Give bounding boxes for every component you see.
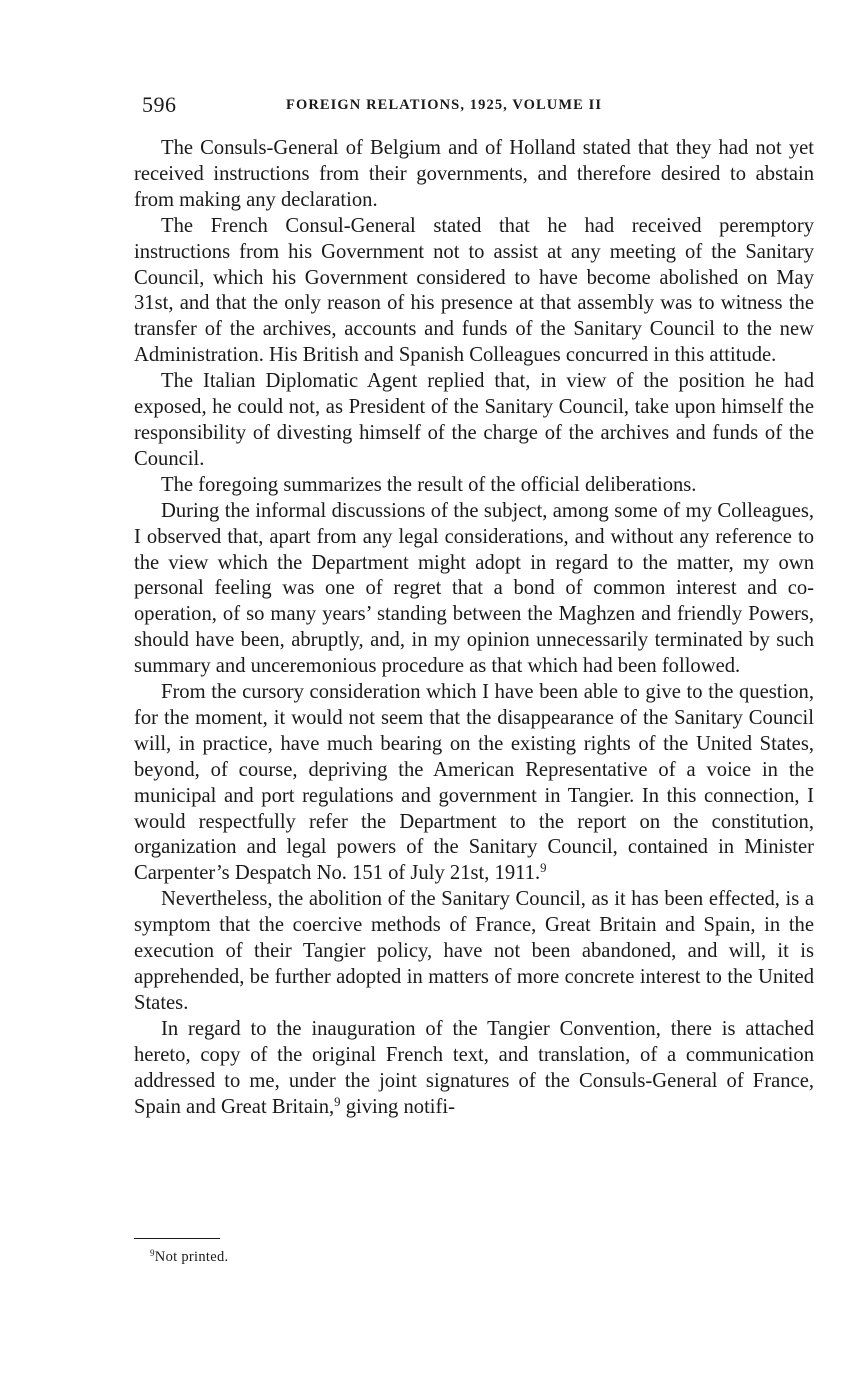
footnote [150, 1249, 228, 1266]
footnote-divider [134, 1238, 220, 1239]
footnote-reference: 9 [334, 1094, 341, 1109]
running-head [142, 92, 814, 120]
paragraph-french-consul: The French Consul-General stated that he had received peremptory instructions from his Government not to assist at any meeting of the Sanitary Council, which his Government considered to have become abolished on May 31st, and that the only reason of his presence at that assembly was to witness the transfer of the archives, accounts and funds of the Sanitary Council to the new Administration. His British and Spanish Colleagues concurred in this attitude. [134, 214, 814, 367]
paragraph-cursory-consideration [134, 680, 814, 887]
paragraph-summary: The foregoing summarizes the result of the official deliberations. [161, 473, 697, 496]
footnote-marker: 9 [150, 1248, 155, 1259]
paragraph-informal-discussions: During the informal discussions of the subject, among some of my Colleagues, I observed that, apart from any legal considerations, and without any reference to the view which the Department might adopt in regard to the matter, my own personal feeling was one of regret that a bond of common interest and co-operation, of so many years’ standing between the Maghzen and friendly Powers, should have been, abruptly, and, in my opinion unnecessarily terminated by such summary and unceremonious procedure as that which had been followed. [134, 499, 814, 678]
page-number: 596 [142, 92, 177, 117]
footnote-text: Not printed. [154, 1249, 229, 1265]
footnote-reference: 9 [540, 861, 547, 876]
running-title: FOREIGN RELATIONS, 1925, VOLUME II [286, 97, 603, 113]
paragraph-text-continued: giving notifi- [340, 1095, 455, 1118]
paragraph-text: From the cursory consideration which I have been able to give to the question, for the moment, it would not seem that the disappearance of the Sanitary Council will, in practice, have much bearing on the existing rights of the United States, beyond, of course, depriving the American Representative of a voice in the municipal and port regulations and government in Tangier. In this connection, I would respectfully refer the Department to the report on the constitution, organization and legal powers of the Sanitary Council, contained in Minister Carpenter’s Despatch No. 151 of July 21st, 1911. [134, 681, 814, 885]
body-text [134, 136, 814, 1120]
paragraph-tangier-convention [134, 1017, 814, 1121]
paragraph-text: In regard to the inauguration of the Tangier Convention, there is attached hereto, copy of the original French text, and translation, of a communication addressed to me, under the joint signatures of the Consuls-General of France, Spain and Great Britain, [134, 1017, 814, 1118]
paragraph-consuls-belgium-holland: The Consuls-General of Belgium and of Holland stated that they had not yet received instructions from their governments, and therefore desired to abstain from making any declaration. [134, 137, 814, 211]
paragraph-italian-agent: The Italian Diplomatic Agent replied that, in view of the position he had exposed, he could not, as President of the Sanitary Council, take upon himself the responsibility of divesting himself of the charge of the archives and funds of the Council. [134, 370, 814, 470]
paragraph-nevertheless: Nevertheless, the abolition of the Sanitary Council, as it has been effected, is a symptom that the coercive methods of France, Great Britain and Spain, in the execution of their Tangier policy, have not been abandoned, and will, it is apprehended, be further adopted in matters of more concrete interest to the United States. [134, 888, 814, 1014]
